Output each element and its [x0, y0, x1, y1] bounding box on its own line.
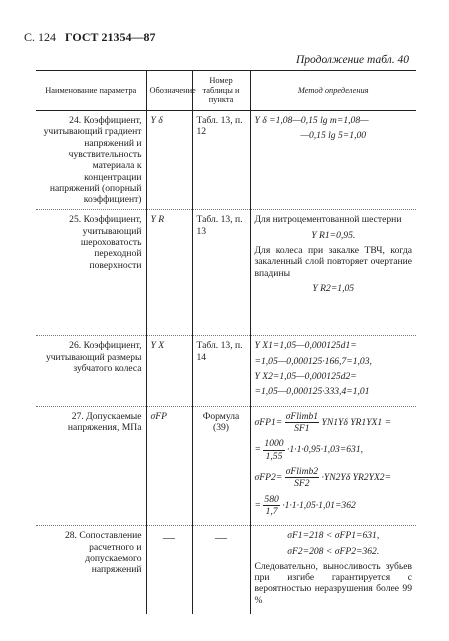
fraction	[285, 411, 319, 435]
formula-line: =1,05—0,000125·333,4=1,01	[254, 386, 370, 398]
page-number: С. 124	[24, 30, 57, 44]
col-header-ref: Номер таблицы и пункта	[192, 71, 250, 111]
method-text: Для нитроцементованной шестерни	[254, 214, 402, 226]
ref-cell: —	[192, 526, 250, 614]
formula-line: Y X1=1,05—0,000125d1=	[254, 340, 357, 352]
table-row	[36, 526, 416, 614]
fraction-denominator: SF1	[294, 423, 310, 435]
ref-cell: Табл. 13, п. 13	[192, 210, 250, 336]
table-row	[36, 110, 416, 210]
parameters-table	[36, 70, 416, 614]
page-header	[24, 30, 156, 45]
fraction-numerator: 580	[264, 493, 279, 505]
ref-cell: Табл. 13, п. 14	[192, 336, 250, 406]
symbol-cell: Y X	[146, 336, 192, 406]
ref-cell: Табл. 13, п. 12	[192, 110, 250, 210]
method-text: Для колеса при закалке ТВЧ, когда закаленный слой повторяет очертание впадины	[254, 245, 412, 279]
symbol-cell: σFP	[146, 406, 192, 526]
fraction-denominator: SF2	[294, 478, 310, 490]
method-cell	[250, 406, 416, 526]
symbol-cell: Y δ	[146, 110, 192, 210]
formula-line: σF2=208 < σFP2=362.	[287, 545, 380, 557]
fraction-numerator: σFlimb2	[285, 465, 319, 477]
method-cell	[250, 526, 416, 614]
formula-line: Y δ =1,08—0,15 lg m=1,08—	[254, 114, 369, 126]
formula-part: ·1·1·1,05·1,01=362	[282, 499, 356, 511]
formula-part: ·YN2Yδ YR2YX2=	[321, 471, 392, 483]
formula-part: =	[254, 444, 261, 456]
method-cell	[250, 336, 416, 406]
symbol-cell: Y R	[146, 210, 192, 336]
fraction-numerator: 1000	[264, 438, 284, 450]
table-header-row	[36, 71, 416, 111]
formula-line	[255, 466, 413, 490]
formula-line: —0,15 lg 5=1,00	[300, 130, 367, 142]
conclusion-text: Следовательно, выносливость зубьев при изгибе гарантируется с вероятностью неразрушения более 99 %	[254, 560, 412, 606]
fraction	[263, 438, 284, 462]
formula-line: σF1=218 < σFP1=631,	[287, 530, 380, 542]
formula-part: σFP1=	[254, 416, 283, 428]
formula-line: Y R1=0,95.	[311, 229, 356, 241]
fraction	[285, 466, 319, 490]
param-cell: 26. Коэффициент, учитывающий размеры зубчатого колеса	[36, 336, 146, 406]
table-row	[36, 406, 416, 526]
formula-part: YN1Yδ YR1YX1 =	[321, 416, 392, 428]
col-header-param: Наименование параметра	[36, 71, 146, 111]
fraction-denominator: 1,55	[265, 450, 283, 462]
formula-line: Y X2=1,05—0,000125d2=	[254, 371, 357, 383]
table-row	[36, 336, 416, 406]
symbol-cell: —	[146, 526, 192, 614]
col-header-symbol: Обозначение	[146, 71, 192, 111]
formula-part: =	[254, 499, 261, 511]
param-cell: 25. Коэффициент, учитывающий шероховатость переходной поверхности	[36, 210, 146, 336]
formula-line: Y R2=1,05	[312, 283, 355, 295]
fraction	[263, 494, 279, 518]
method-cell	[250, 210, 416, 336]
param-cell: 27. Допускаемые напряжения, МПа	[36, 406, 146, 526]
method-cell	[250, 110, 416, 210]
fraction-numerator: σFlimb1	[285, 410, 319, 422]
formula-part: σFP2=	[254, 471, 283, 483]
formula-line	[255, 411, 413, 435]
formula-line	[255, 494, 413, 518]
formula-line	[255, 438, 413, 462]
fraction-denominator: 1,7	[265, 505, 278, 517]
param-cell: 24. Коэффициент, учитывающий градиент напряжений и чувствительность материала к концентрации напряжений (опорный коэффициент)	[43, 114, 142, 206]
table-row	[36, 210, 416, 336]
formula-part: ·1·1·0,95·1,03=631,	[286, 444, 364, 456]
ref-cell: Формула (39)	[192, 406, 250, 526]
formula-line: =1,05—0,000125·166,7=1,03,	[254, 355, 372, 367]
col-header-method: Метод определения	[250, 71, 416, 111]
table-continuation-label: Продолжение табл. 40	[296, 54, 409, 66]
param-cell: 28. Сопоставление расчетного и допускаемого напряжений	[36, 526, 146, 614]
standard-title: ГОСТ 21354—87	[65, 30, 156, 44]
